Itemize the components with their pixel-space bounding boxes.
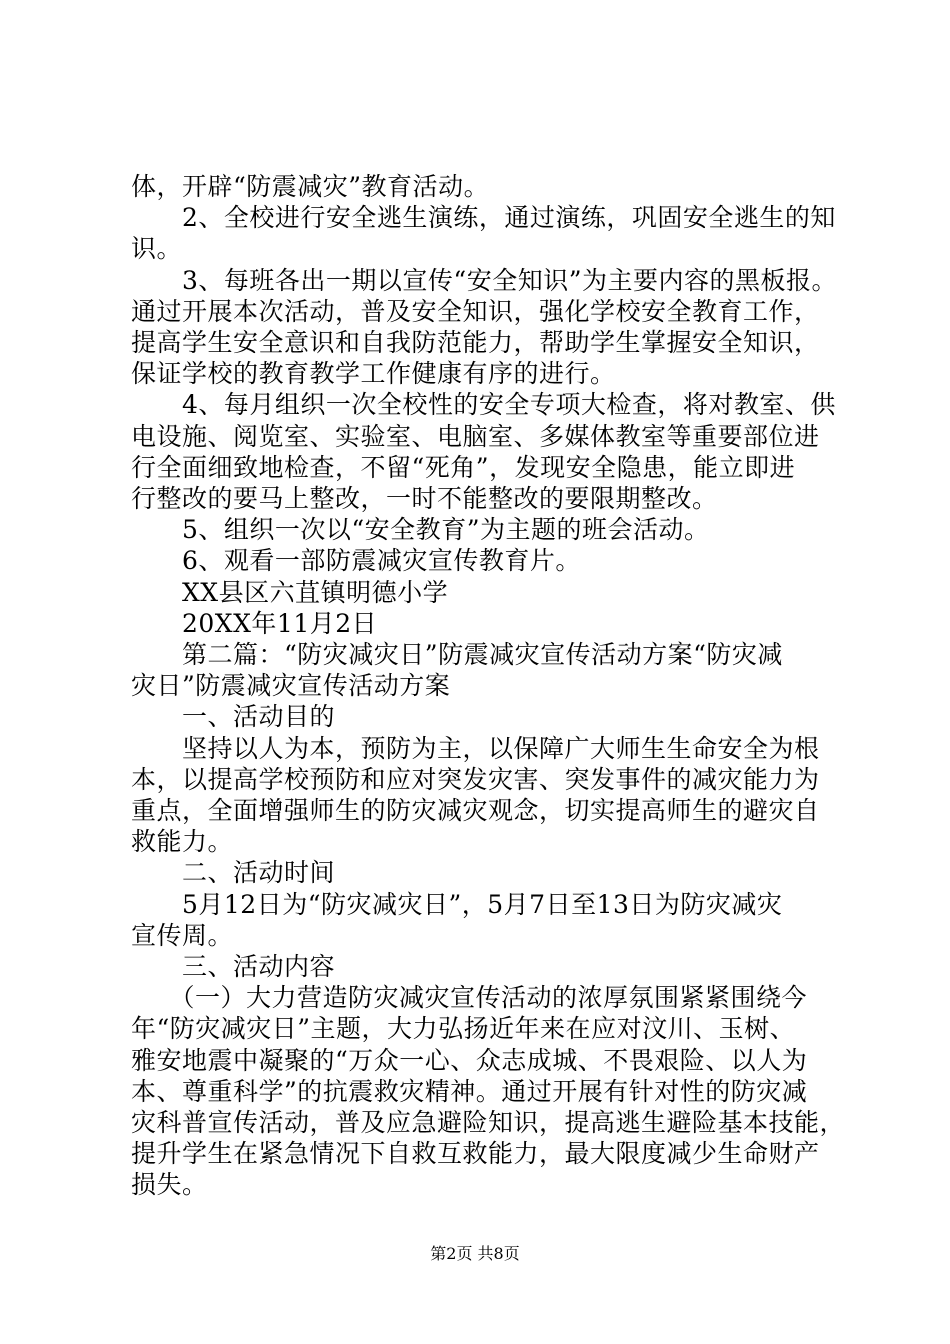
text-line: 提升学生在紧急情况下自救互救能力，最大限度减少生命财产 bbox=[131, 1139, 820, 1169]
text-line: 6、观看一部防震减灾宣传教育片。 bbox=[131, 546, 581, 576]
text-line: 20XX年11月2日 bbox=[131, 608, 378, 638]
text-line: 重点，全面增强师生的防灾减灾观念，切实提高师生的避灾自 bbox=[131, 796, 820, 825]
text-line: 4、每月组织一次全校性的安全专项大检查，将对教室、供 bbox=[131, 390, 836, 420]
text-line: 行整改的要马上整改，一时不能整改的要限期整改。 bbox=[131, 484, 718, 513]
text-line: 通过开展本次活动，普及安全知识，强化学校安全教育工作， bbox=[131, 296, 820, 326]
text-line: 灾科普宣传活动，普及应急避险知识，提高逃生避险基本技能， bbox=[131, 1108, 846, 1137]
text-line: 行全面细致地检查，不留“死角”，发现安全隐患，能立即进 bbox=[131, 452, 796, 482]
text-line: 识。 bbox=[131, 234, 183, 264]
text-line: XX县区六苴镇明德小学 bbox=[131, 577, 449, 607]
text-line: 本，以提高学校预防和应对突发灾害、突发事件的减灾能力为 bbox=[131, 764, 820, 794]
text-line: 灾日”防震减灾宣传活动方案 bbox=[131, 671, 451, 701]
text-line: 3、每班各出一期以宣传“安全知识”为主要内容的黑板报。 bbox=[131, 265, 837, 295]
text-line: 损失。 bbox=[131, 1170, 208, 1200]
text-line: 宣传周。 bbox=[131, 920, 234, 950]
text-line: 年“防灾减灾日”主题，大力弘扬近年来在应对汶川、玉树、 bbox=[131, 1014, 796, 1044]
text-line: 救能力。 bbox=[131, 827, 234, 857]
text-line: 2、全校进行安全逃生演练，通过演练，巩固安全逃生的知 bbox=[131, 203, 836, 233]
text-line: 5月12日为“防灾减灾日”，5月7日至13日为防灾减灾 bbox=[131, 889, 783, 919]
text-line: 第二篇：“防灾减灾日”防震减灾宣传活动方案“防灾减 bbox=[131, 640, 783, 669]
text-line: 二、活动时间 bbox=[131, 858, 336, 888]
text-line: 体，开辟“防震减灾”教育活动。 bbox=[131, 172, 490, 201]
text-line: 本、尊重科学”的抗震救灾精神。通过开展有针对性的防灾减 bbox=[131, 1076, 808, 1106]
page-footer: 第2页 共8页 bbox=[430, 1244, 520, 1263]
text-line: 坚持以人为本，预防为主，以保障广大师生生命安全为根 bbox=[131, 733, 820, 763]
text-line: 保证学校的教育教学工作健康有序的进行。 bbox=[131, 359, 616, 389]
text-line: （一）大力营造防灾减灾宣传活动的浓厚氛围紧紧围绕今 bbox=[131, 983, 808, 1013]
text-line: 提高学生安全意识和自我防范能力，帮助学生掌握安全知识， bbox=[131, 328, 820, 357]
text-line: 电设施、阅览室、实验室、电脑室、多媒体教室等重要部位进 bbox=[131, 421, 820, 451]
text-line: 雅安地震中凝聚的“万众一心、众志成城、不畏艰险、以人为 bbox=[131, 1045, 808, 1075]
text-line: 一、活动目的 bbox=[131, 702, 336, 732]
text-line: 三、活动内容 bbox=[131, 952, 336, 981]
text-line: 5、组织一次以“安全教育”为主题的班会活动。 bbox=[131, 515, 710, 545]
